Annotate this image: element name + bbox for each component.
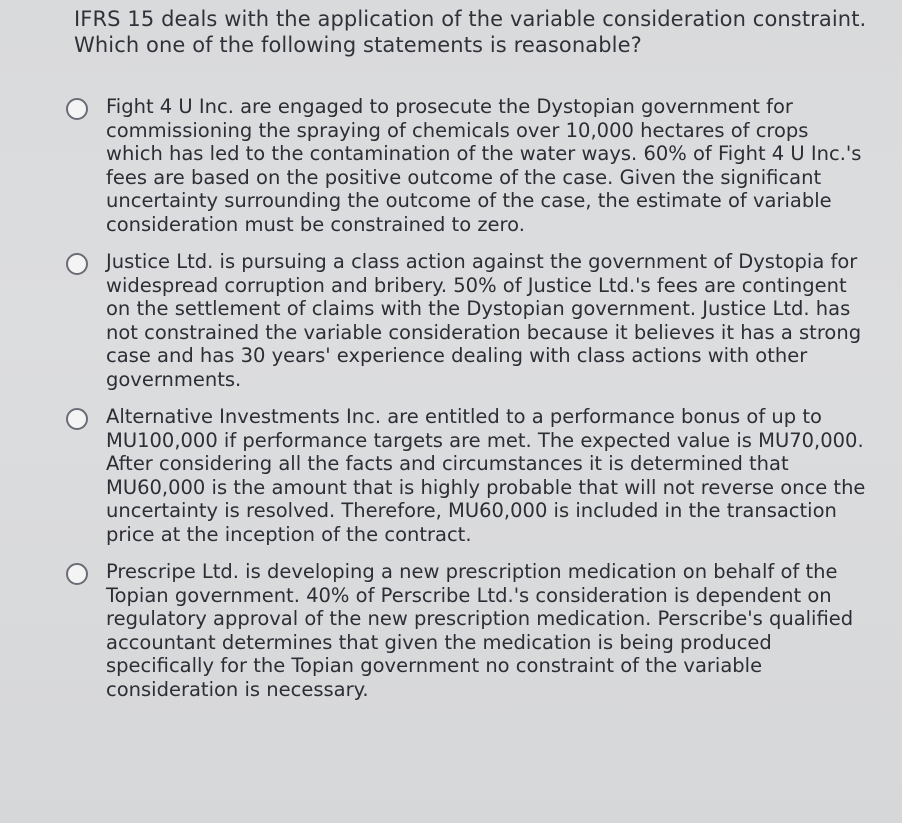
radio-button-option-3[interactable] xyxy=(66,408,88,430)
option-3[interactable] xyxy=(66,405,866,546)
option-4[interactable] xyxy=(66,560,866,701)
option-1-text: Fight 4 U Inc. are engaged to prosecute the Dystopian government for commissioning the spraying of chemicals over 10,000 hectares of crops which has led to the contamination of the water ways. 60% of Fight 4 U Inc.'s fees are based on the positive outcome of the case. Given the significant uncertainty surrounding the outcome of the case, the estimate of variable consideration must be constrained to zero. xyxy=(106,95,862,236)
option-2[interactable] xyxy=(66,250,866,391)
radio-button-option-2[interactable] xyxy=(66,253,88,275)
question-text: IFRS 15 deals with the application of the variable consideration constraint. Which one of the following statements is reasonable? xyxy=(74,7,867,57)
answer-options xyxy=(66,95,866,715)
option-4-text: Prescripe Ltd. is developing a new prescription medication on behalf of the Topian government. 40% of Perscribe Ltd.'s consideration is dependent on regulatory approval of the new prescription medication. Perscribe's qualified accountant determines that given the medication is being produced specifically for the Topian government no constraint of the variable consideration is necessary. xyxy=(106,560,854,701)
option-3-text: Alternative Investments Inc. are entitled to a performance bonus of up to MU100,000 if performance targets are met. The expected value is MU70,000. After considering all the facts and circumstances it is determined that MU60,000 is the amount that is highly probable that will not reverse once the uncertainty is resolved. Therefore, MU60,000 is included in the transaction price at the inception of the contract. xyxy=(106,405,866,546)
option-1[interactable] xyxy=(66,95,866,236)
radio-button-option-1[interactable] xyxy=(66,98,88,120)
option-2-text: Justice Ltd. is pursuing a class action against the government of Dystopia for widespread corruption and bribery. 50% of Justice Ltd.'s fees are contingent on the settlement of claims with the Dystopian government. Justice Ltd. has not constrained the variable consideration because it believes it has a strong case and has 30 years' experience dealing with class actions with other governments. xyxy=(106,250,862,391)
radio-button-option-4[interactable] xyxy=(66,563,88,585)
